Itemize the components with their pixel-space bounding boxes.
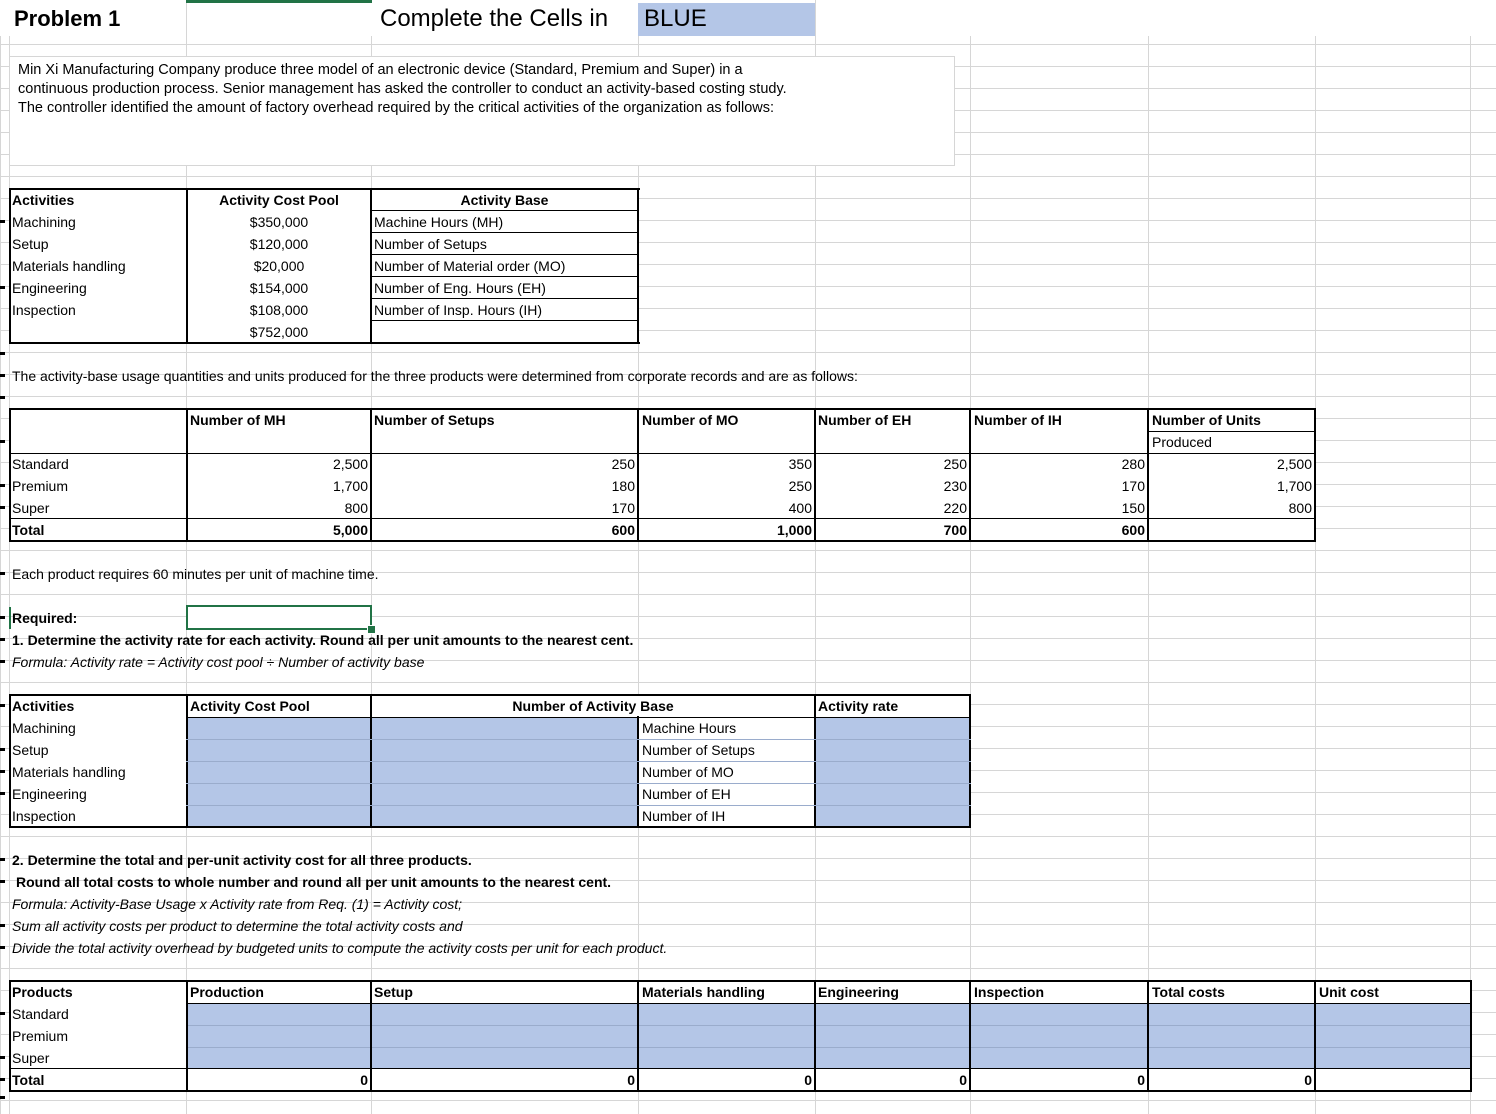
t1-activity: Materials handling xyxy=(12,258,126,274)
t4-header-products: Products xyxy=(12,984,73,1000)
t3-base-label: Number of MO xyxy=(642,764,734,780)
t1-base: Number of Insp. Hours (IH) xyxy=(374,302,543,318)
t2-header-mh: Number of MH xyxy=(190,412,286,428)
t2-product: Premium xyxy=(12,478,69,494)
t2-cell: 2,500 xyxy=(1276,456,1312,472)
t4-header-materials: Materials handling xyxy=(642,984,765,1000)
intro-line-2: continuous production process. Senior management has asked the controller to conduct an activity-based costing study. xyxy=(18,81,787,97)
t2-header-ih: Number of IH xyxy=(974,412,1062,428)
t4-header-unit-cost: Unit cost xyxy=(1319,984,1379,1000)
t2-total: 1,000 xyxy=(776,522,812,538)
input-activity-base[interactable] xyxy=(372,718,637,827)
t2-cell: 800 xyxy=(1288,500,1312,516)
t2-cell: 250 xyxy=(788,478,812,494)
required-title: Required: xyxy=(12,610,78,626)
t1-base: Number of Setups xyxy=(374,236,487,252)
t2-cell: 1,700 xyxy=(1276,478,1312,494)
t3-header-rate: Activity rate xyxy=(818,698,899,714)
t2-total-label: Total xyxy=(12,522,45,538)
t2-total: 600 xyxy=(611,522,635,538)
t1-header-activities: Activities xyxy=(12,192,75,208)
intro-line-1: Min Xi Manufacturing Company produce three model of an electronic device (Standard, Premium and Super) in a xyxy=(18,62,743,78)
t2-total: 600 xyxy=(1121,522,1145,538)
input-product-costs[interactable] xyxy=(188,1004,1470,1069)
t2-cell: 800 xyxy=(344,500,368,516)
t2-header-units-sub: Produced xyxy=(1152,434,1212,450)
t3-base-label: Number of Setups xyxy=(642,742,755,758)
t2-cell: 400 xyxy=(788,500,812,516)
t2-cell: 230 xyxy=(943,478,967,494)
t4-total-label: Total xyxy=(12,1072,45,1088)
t4-header-setup: Setup xyxy=(374,984,413,1000)
t2-header-setups: Number of Setups xyxy=(374,412,495,428)
t2-cell: 220 xyxy=(943,500,967,516)
t4-total: 0 xyxy=(959,1072,967,1088)
usage-intro: The activity-base usage quantities and units produced for the three products were determined from corporate records and are as follows: xyxy=(12,368,858,384)
t2-cell: 2,500 xyxy=(332,456,368,472)
t3-base-label: Number of IH xyxy=(642,808,726,824)
problem-title: Problem 1 xyxy=(14,6,121,31)
t2-cell: 1,700 xyxy=(332,478,368,494)
t1-base: Machine Hours (MH) xyxy=(374,214,504,230)
t4-product: Premium xyxy=(12,1028,69,1044)
t1-header-base: Activity Base xyxy=(460,192,549,208)
t2-cell: 150 xyxy=(1121,500,1145,516)
t4-total: 0 xyxy=(804,1072,812,1088)
t1-activity: Engineering xyxy=(12,280,87,296)
input-activity-cost-pool[interactable] xyxy=(188,718,370,827)
t2-header-units: Number of Units xyxy=(1152,412,1261,428)
t4-total: 0 xyxy=(1304,1072,1312,1088)
instruction-highlight: BLUE xyxy=(644,5,707,32)
t2-total: 5,000 xyxy=(332,522,368,538)
t3-base-label: Number of EH xyxy=(642,786,731,802)
t1-header-pool: Activity Cost Pool xyxy=(219,192,339,208)
t1-activity: Setup xyxy=(12,236,49,252)
t4-header-inspection: Inspection xyxy=(974,984,1045,1000)
t4-header-total-costs: Total costs xyxy=(1152,984,1225,1000)
active-cell-selection[interactable] xyxy=(186,605,372,630)
q1-formula: Formula: Activity rate = Activity cost pool ÷ Number of activity base xyxy=(12,654,425,670)
t2-header-eh: Number of EH xyxy=(818,412,912,428)
t2-product: Super xyxy=(12,500,50,516)
t3-activity: Inspection xyxy=(12,808,76,824)
q2-line-3: Formula: Activity-Base Usage x Activity rate from Req. (1) = Activity cost; xyxy=(12,896,463,912)
t3-activity: Machining xyxy=(12,720,76,736)
t2-product: Standard xyxy=(12,456,69,472)
t4-header-production: Production xyxy=(190,984,264,1000)
t4-product: Standard xyxy=(12,1006,69,1022)
q1-text: 1. Determine the activity rate for each activity. Round all per unit amounts to the nearest cent. xyxy=(12,632,634,648)
t2-cell: 170 xyxy=(1121,478,1145,494)
t3-activity: Engineering xyxy=(12,786,87,802)
t3-header-activities: Activities xyxy=(12,698,75,714)
t4-header-engineering: Engineering xyxy=(818,984,899,1000)
q2-line-4: Sum all activity costs per product to determine the total activity costs and xyxy=(12,918,463,934)
t1-pool: $154,000 xyxy=(249,280,309,296)
q2-line-1: 2. Determine the total and per-unit activity cost for all three products. xyxy=(12,852,472,868)
t2-cell: 350 xyxy=(788,456,812,472)
t2-cell: 170 xyxy=(611,500,635,516)
t2-header-mo: Number of MO xyxy=(642,412,739,428)
t4-total: 0 xyxy=(360,1072,368,1088)
selected-cell-indicator xyxy=(186,0,372,3)
t2-total: 700 xyxy=(943,522,967,538)
t1-base: Number of Material order (MO) xyxy=(374,258,566,274)
instruction-text: Complete the Cells in xyxy=(380,5,609,32)
t1-activity: Machining xyxy=(12,214,76,230)
t1-base: Number of Eng. Hours (EH) xyxy=(374,280,546,296)
t4-total: 0 xyxy=(1137,1072,1145,1088)
input-activity-rate[interactable] xyxy=(816,718,969,827)
t3-base-label: Machine Hours xyxy=(642,720,737,736)
t2-cell: 180 xyxy=(611,478,635,494)
t1-pool: $120,000 xyxy=(249,236,309,252)
t1-total-pool: $752,000 xyxy=(249,324,309,340)
t4-total: 0 xyxy=(627,1072,635,1088)
t2-cell: 250 xyxy=(943,456,967,472)
machine-note: Each product requires 60 minutes per unit of machine time. xyxy=(12,566,379,582)
intro-line-3: The controller identified the amount of factory overhead required by the critical activities of the organization as follows: xyxy=(18,100,775,116)
t3-header-base: Number of Activity Base xyxy=(512,698,674,714)
q2-line-2: Round all total costs to whole number and round all per unit amounts to the nearest cent. xyxy=(16,874,612,890)
q2-line-5: Divide the total activity overhead by budgeted units to compute the activity costs per unit for each product. xyxy=(12,940,668,956)
t4-product: Super xyxy=(12,1050,50,1066)
t1-pool: $350,000 xyxy=(249,214,309,230)
t2-cell: 280 xyxy=(1121,456,1145,472)
t2-cell: 250 xyxy=(611,456,635,472)
t1-activity: Inspection xyxy=(12,302,76,318)
t1-pool: $108,000 xyxy=(249,302,309,318)
t1-pool: $20,000 xyxy=(253,258,305,274)
t3-activity: Materials handling xyxy=(12,764,126,780)
t3-activity: Setup xyxy=(12,742,49,758)
t3-header-pool: Activity Cost Pool xyxy=(190,698,310,714)
